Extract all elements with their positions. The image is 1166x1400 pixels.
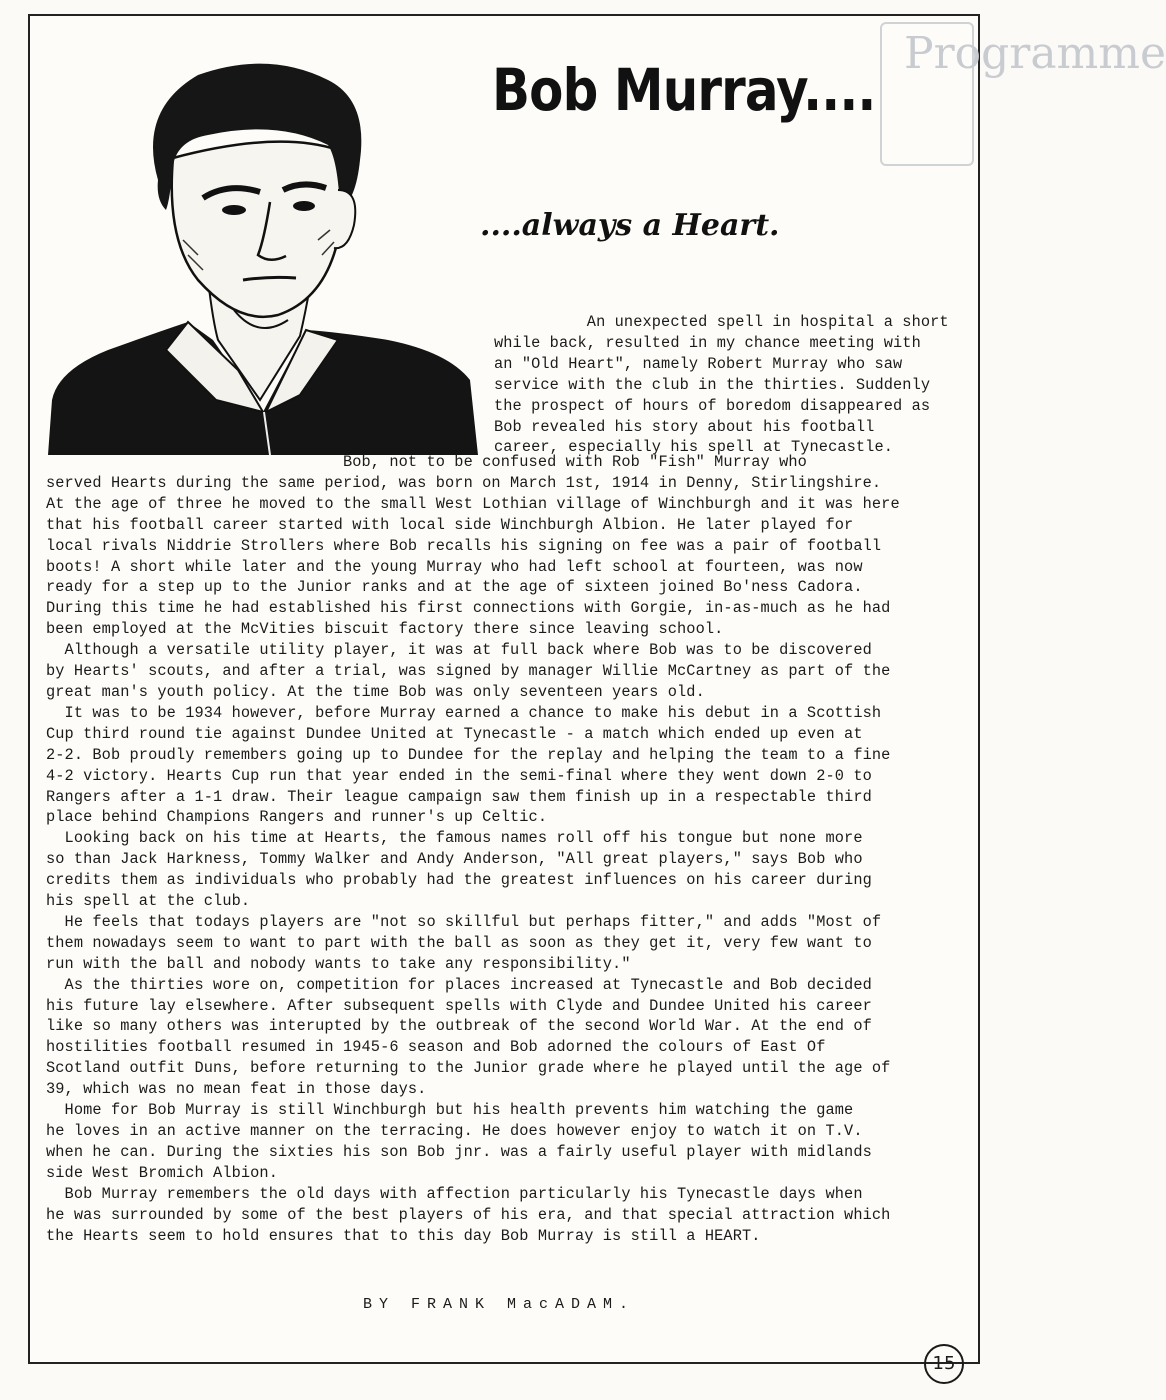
intro-line: career, especially his spell at Tynecastle. (494, 438, 894, 457)
body-line: 4-2 victory. Hearts Cup run that year ended in the semi-final where they went down 2-0 to (46, 766, 872, 785)
body-line: hostilities football resumed in 1945-6 season and Bob adorned the colours of East Of (46, 1038, 826, 1057)
body-line: his spell at the club. (46, 892, 251, 911)
intro-line: an "Old Heart", namely Robert Murray who saw (494, 354, 903, 373)
body-line: Bob, not to be confused with Rob "Fish" Murray who (46, 453, 807, 471)
intro-line: the prospect of hours of boredom disappeared as (494, 396, 931, 415)
body-line: he loves in an active manner on the terracing. He does however enjoy to watch it on T.V. (46, 1122, 863, 1140)
body-line: Although a versatile utility player, it was at full back where Bob was to be discovered (46, 641, 872, 660)
portrait-sketch-icon (38, 40, 488, 460)
intro-line: An unexpected spell in hospital a short (494, 313, 949, 331)
body-line: Bob Murray remembers the old days with affection particularly his Tynecastle days when (46, 1184, 863, 1203)
body-line: so than Jack Harkness, Tommy Walker and Andy Anderson, "All great players," says Bob who (46, 850, 863, 869)
article-subtitle: ....always a Heart. (480, 208, 780, 243)
body-line: 2-2. Bob proudly remembers going up to Dundee for the replay and helping the team to a fine (46, 745, 891, 764)
body-line: During this time he had established his first connections with Gorgie, in-as-much as he had (46, 599, 891, 618)
body-line: ready for a step up to the Junior ranks and at the age of sixteen joined Bo'ness Cadora. (46, 578, 863, 597)
body-line: them nowadays seem to want to part with the ball as soon as they get it, very few want to (46, 933, 872, 952)
body-line: he was surrounded by some of the best players of his era, and that special attraction which (46, 1205, 891, 1224)
body-line: been employed at the McVities biscuit factory there since leaving school. (46, 620, 724, 639)
body-line: At the age of three he moved to the small West Lothian village of Winchburgh and it was here (46, 494, 900, 513)
bleed-through-text: Programme (880, 22, 974, 166)
body-line: boots! A short while later and the young Murray who had left school at fourteen, was now (46, 557, 863, 576)
body-line: credits them as individuals who probably had the greatest influences on his career during (46, 871, 872, 890)
body-line: like so many others was interupted by the outbreak of the second World War. At the end of (46, 1017, 872, 1036)
body-line: 39, which was no mean feat in those days. (46, 1080, 427, 1099)
body-line: when he can. During the sixties his son Bob jnr. was a fairly useful player with midlands (46, 1142, 872, 1161)
body-line: Scotland outfit Duns, before returning to the Junior grade where he played until the age of (46, 1059, 891, 1078)
page-number: 15 (924, 1344, 964, 1384)
body-line: place behind Champions Rangers and runner's up Celtic. (46, 808, 548, 827)
body-line: by Hearts' scouts, and after a trial, was signed by manager Willie McCartney as part of the (46, 662, 891, 681)
article-body (46, 452, 900, 1246)
intro-line: Bob revealed his story about his football (494, 417, 875, 436)
body-line: Home for Bob Murray is still Winchburgh but his health prevents him watching the game (46, 1101, 854, 1120)
body-line: As the thirties wore on, competition for places increased at Tynecastle and Bob decided (46, 975, 872, 994)
body-line: It was to be 1934 however, before Murray earned a chance to make his debut in a Scottish (46, 703, 882, 722)
intro-paragraph (494, 312, 949, 458)
body-line: great man's youth policy. At the time Bob was only seventeen years old. (46, 682, 705, 701)
body-line: run with the ball and nobody wants to take any responsibility." (46, 954, 631, 973)
intro-line: while back, resulted in my chance meeting with (494, 333, 921, 352)
body-line: Rangers after a 1-1 draw. Their league campaign saw them finish up in a respectable third (46, 787, 872, 806)
body-line: served Hearts during the same period, was born on March 1st, 1914 in Denny, Stirlingshire. (46, 473, 882, 492)
body-line: local rivals Niddrie Strollers where Bob recalls his signing on fee was a pair of football (46, 536, 882, 555)
body-line: that his football career started with local side Winchburgh Albion. He later played for (46, 515, 854, 534)
body-line: Looking back on his time at Hearts, the famous names roll off his tongue but none more (46, 829, 863, 848)
body-line: the Hearts seem to hold ensures that to this day Bob Murray is still a HEART. (46, 1226, 761, 1245)
article-title: Bob Murray.... (492, 56, 876, 124)
body-line: Cup third round tie against Dundee United at Tynecastle - a match which ended up even at (46, 724, 863, 743)
body-line: side West Bromich Albion. (46, 1163, 278, 1182)
body-line: his future lay elsewhere. After subsequent spells with Clyde and Dundee United his career (46, 996, 872, 1015)
byline: BY FRANK MacADAM. (362, 1296, 636, 1313)
intro-line: service with the club in the thirties. Suddenly (494, 375, 931, 394)
body-line: He feels that todays players are "not so skillful but perhaps fitter," and adds "Most of (46, 912, 882, 931)
